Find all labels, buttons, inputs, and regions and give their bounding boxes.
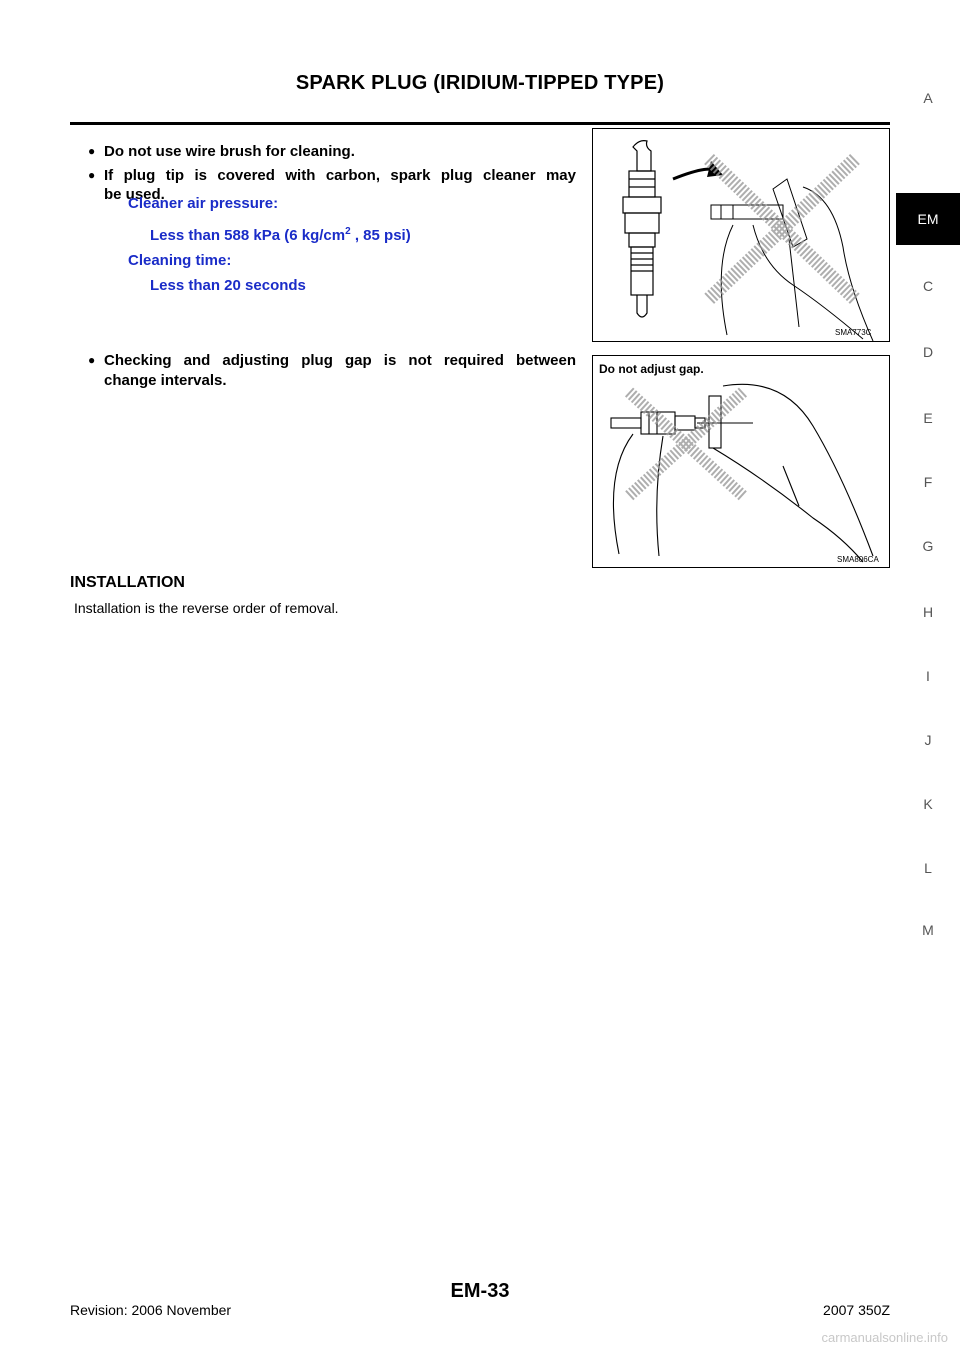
- side-tab-m[interactable]: M: [922, 922, 934, 938]
- bullet-dot-icon: ●: [88, 168, 96, 182]
- side-tab-c[interactable]: C: [922, 278, 934, 294]
- side-tab-h[interactable]: H: [922, 604, 934, 620]
- footer-page-number: EM-33: [450, 1280, 510, 1302]
- installation-text: Installation is the reverse order of removal.: [74, 600, 339, 616]
- bullet-text: Checking and adjusting plug gap is not required between: [104, 352, 576, 369]
- side-tab-k[interactable]: K: [923, 796, 933, 812]
- bullet-text: Do not use wire brush for cleaning.: [104, 143, 355, 160]
- figure-code: SMA806CA: [837, 555, 879, 564]
- spec-pressure-label: Cleaner air pressure:: [128, 195, 279, 212]
- side-tab-l[interactable]: L: [924, 860, 932, 876]
- side-tab-i[interactable]: I: [926, 668, 930, 684]
- side-tab-j[interactable]: J: [924, 732, 932, 748]
- bullet-plug-gap-line2: change intervals.: [104, 372, 227, 389]
- footer-watermark[interactable]: carmanualsonline.info: [821, 1330, 948, 1345]
- spec-time-value: Less than 20 seconds: [150, 277, 306, 294]
- bullet-text: If plug tip is covered with carbon, spark plug cleaner may: [104, 167, 576, 184]
- side-tab-g[interactable]: G: [922, 538, 934, 554]
- bullet-dot-icon: ●: [88, 353, 96, 367]
- side-tab-em[interactable]: EM: [896, 193, 960, 245]
- bullet-dot-icon: ●: [88, 144, 96, 158]
- side-tab-f[interactable]: F: [923, 474, 933, 490]
- side-tab-e[interactable]: E: [923, 410, 933, 426]
- section-heading-installation: INSTALLATION: [70, 574, 185, 591]
- page-title: SPARK PLUG (IRIDIUM-TIPPED TYPE): [295, 72, 665, 94]
- side-tab-d[interactable]: D: [922, 344, 934, 360]
- bullet-carbon-line1: [88, 166, 576, 185]
- bullet-plug-gap-line1: [88, 351, 576, 370]
- figure-spark-plug-cleaning: [592, 128, 890, 342]
- side-tab-a[interactable]: A: [923, 90, 933, 106]
- title-rule: [70, 122, 890, 125]
- figure-do-not-adjust-gap: [592, 355, 890, 568]
- bullet-no-wire-brush: [88, 142, 574, 161]
- figure-caption: Do not adjust gap.: [599, 362, 704, 376]
- bullet-carbon-line2: be used.: [104, 186, 165, 203]
- figure-code: SMA773C: [835, 328, 872, 337]
- spark-plug-cleaning-illustration: [593, 129, 889, 341]
- footer-model: 2007 350Z: [823, 1302, 890, 1318]
- footer-revision: Revision: 2006 November: [70, 1302, 232, 1318]
- spec-time-label: Cleaning time:: [128, 252, 232, 269]
- plug-gap-illustration: [593, 356, 889, 567]
- spec-pressure-value: Less than 588 kPa (6 $kg/cm^2$ , 85 psi): [150, 226, 411, 244]
